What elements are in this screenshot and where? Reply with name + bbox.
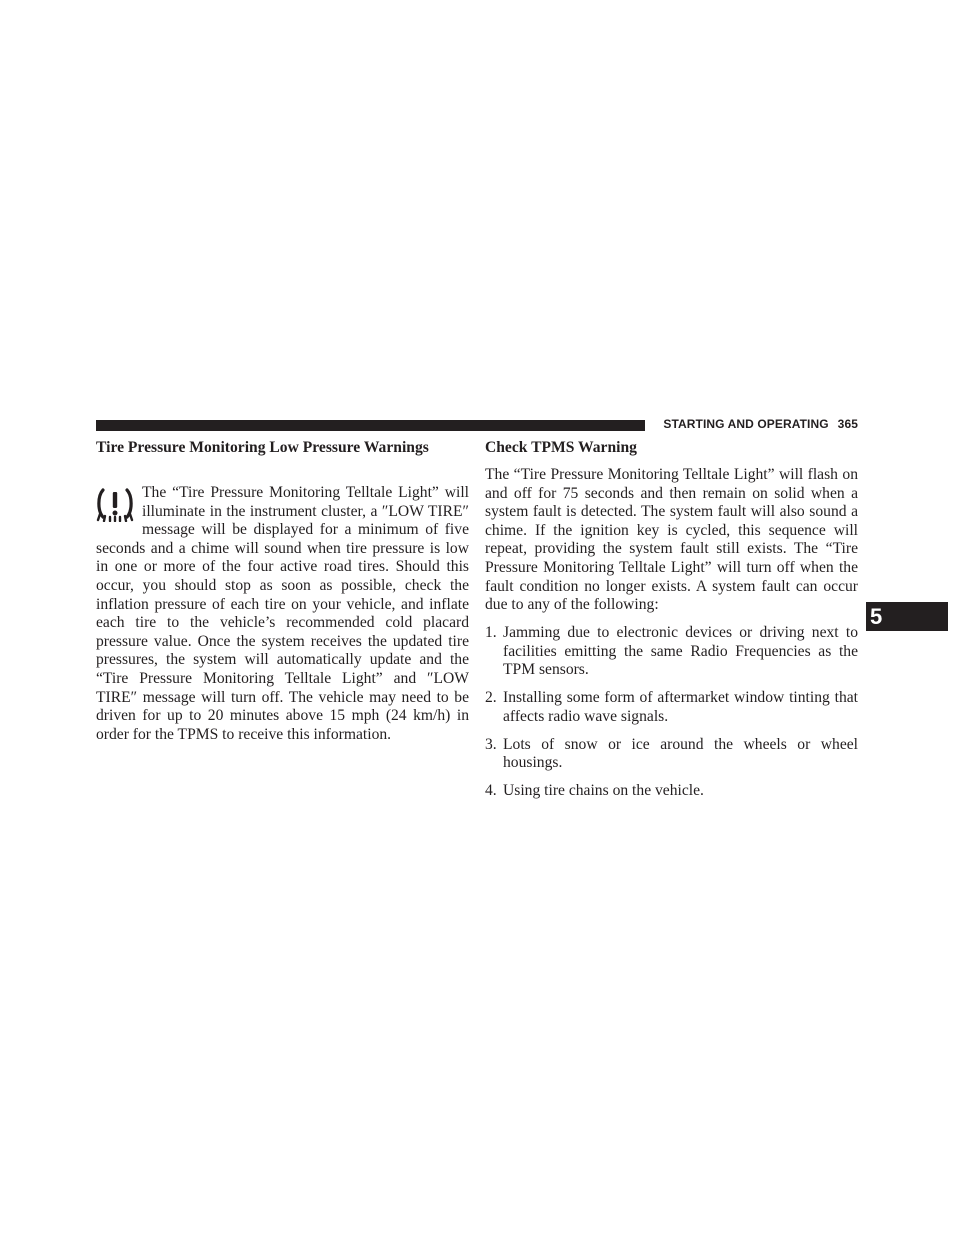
left-column (96, 438, 469, 744)
check-tpms-body: The “Tire Pressure Monitoring Telltale Light” will flash on and off for 75 seconds and then remain on solid when a system fault is detected. The system fault will also sound a chime. If the ignition key is cycled, this sequence will repeat, providing the system fault still exists. The “Tire Pressure Monitoring Telltale Light” will turn off when the fault condition no longer exists. A system fault can occur due to any of the following: (485, 466, 858, 614)
low-pressure-heading: Tire Pressure Monitoring Low Pressure Warnings (96, 439, 429, 456)
list-item-number: 2. (485, 689, 497, 707)
low-pressure-body: The “Tire Pressure Monitoring Telltale Light” will illuminate in the instrument cluster, a ″LOW TIRE″ message will be displayed for a minimum of five seconds and a chime will sound when tire pressure is low in one or more of the four active road tires. Should this occur, you should stop as soon as possible, check the inflation pressure of each tire on your vehicle, and inflate each tire to the vehicle’s recommended cold placard pressure value. Once the system receives the updated tire pressures, the system will automatically update and the “Tire Pressure Monitoring Telltale Light” and ″LOW TIRE″ message will turn off. The vehicle may need to be driven for up to 20 minutes above 15 mph (24 km/h) in order for the TPMS to receive this information. (96, 484, 469, 743)
right-column (485, 438, 858, 801)
list-item-text: Lots of snow or ice around the wheels or wheel housings. (503, 735, 858, 772)
page-number: 365 (837, 417, 858, 431)
chapter-tab: 5 (866, 602, 948, 631)
check-tpms-heading: Check TPMS Warning (485, 439, 637, 456)
list-item (485, 736, 858, 773)
list-item (485, 624, 858, 680)
low-pressure-section (96, 484, 469, 744)
tire-pressure-warning-icon (96, 488, 134, 522)
running-header (652, 417, 858, 431)
list-item-text: Using tire chains on the vehicle. (503, 782, 704, 800)
list-item-number: 3. (485, 735, 497, 753)
section-title: STARTING AND OPERATING (663, 417, 829, 431)
list-item-number: 1. (485, 624, 497, 642)
header-rule (96, 420, 645, 431)
list-item-text: Jamming due to electronic devices or driving next to facilities emitting the same Radio Frequencies as the TPM sensors. (503, 624, 858, 679)
list-item-text: Installing some form of aftermarket window tinting that affects radio wave signals. (503, 689, 858, 725)
list-item (485, 689, 858, 726)
list-item-number: 4. (485, 782, 497, 800)
fault-cause-list (485, 624, 858, 801)
list-item (485, 782, 858, 801)
